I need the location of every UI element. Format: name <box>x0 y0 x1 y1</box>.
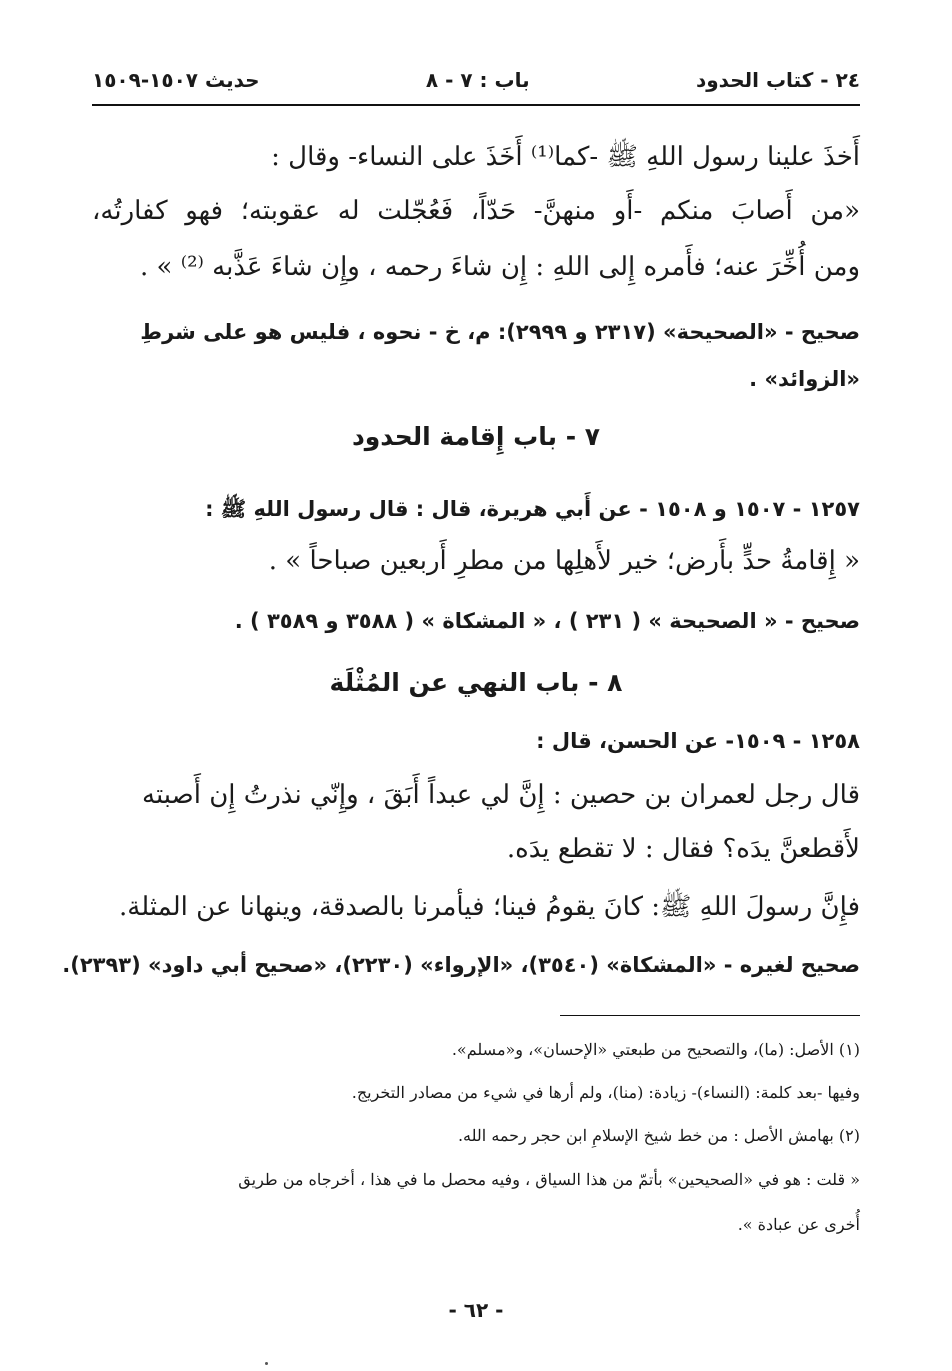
scan-speck <box>265 1362 268 1365</box>
grading-line-1-cont: «الزوائد» . <box>749 367 860 391</box>
footnote-divider <box>560 1015 860 1016</box>
grading-line-2: صحيح - « الصحيحة » ( ٢٣١ ) ، « المشكاة » ( ٣٥٨٨ و ٣٥٨٩ ) . <box>234 609 860 633</box>
hadith-1258-line-3: فإِنَّ رسولَ اللهِ ﷺ: كانَ يقومُ فينا؛ فيأمرنا بالصدقة، وينهانا عن المثلة. <box>119 892 860 922</box>
header-hadith-range: حديث ١٥٠٧-١٥٠٩ <box>92 68 260 92</box>
hadith-1258-isnad: ١٢٥٨ - ١٥٠٩- عن الحسن، قال : <box>536 729 860 753</box>
text-line-2: «من أَصابَ منكم -أَو منهنَّ- حَدّاً، فَعُجّلت له عقوبته؛ فهو كفارتُه، <box>92 196 860 226</box>
hadith-1258-line-1: قال رجل لعمران بن حصين : إِنَّ لي عبداً أَبَقَ ، وإِنّي نذرتُ إِن أَصبته <box>142 780 860 810</box>
chapter-heading-8: ٨ - باب النهي عن المُثْلَة <box>329 668 623 697</box>
footnote-1: (١) الأصل: (ما)، والتصحيح من طبعتي «الإحسان»، و«مسلم». <box>451 1040 860 1059</box>
text-line-3: ومن أُخِّرَ عنه؛ فأَمره إِلى اللهِ : إِن شاءَ رحمه ، وإِن شاءَ عَذَّبه ⁽²⁾ » . <box>140 252 860 282</box>
hadith-1257-matn: « إِقامةُ حدٍّ بأَرض؛ خير لأَهلِها من مطرِ أَربعين صباحاً » . <box>268 546 860 576</box>
running-header <box>92 62 860 98</box>
chapter-heading-7: ٧ - باب إِقامة الحدود <box>351 422 601 451</box>
hadith-1258-line-2: لأَقطعنَّ يدَه؟ فقال : لا تقطع يدَه. <box>506 834 860 864</box>
page-number: - ٦٢ - <box>448 1298 504 1322</box>
header-chapter: باب : ٧ - ٨ <box>425 68 530 92</box>
hadith-1257-isnad: ١٢٥٧ - ١٥٠٧ و ١٥٠٨ - عن أَبي هريرة، قال : قال رسول اللهِ ﷺ : <box>205 497 860 521</box>
grading-line-3: صحيح لغيره - «المشكاة» (٣٥٤٠)، «الإرواء» (٢٢٣٠)، «صحيح أبي داود» (٢٣٩٣). <box>62 953 860 977</box>
footnote-2: (٢) بهامش الأصل : من خط شيخ الإسلامِ ابن حجر رحمه الله. <box>457 1126 860 1145</box>
text-line-1: أَخذَ علينا رسول اللهِ ﷺ -كما⁽¹⁾ أَخَذَ على النساء- وقال : <box>271 142 860 172</box>
footnote-1-cont: وفيها -بعد كلمة: (النساء)- زيادة: (منا)، ولم أرها في شيء من مصادر التخريج. <box>351 1083 860 1102</box>
footnote-2-cont: « قلت : هو في «الصحيحين» بأتمّ من هذا السياق ، وفيه محصل ما في هذا ، أخرجاه من طريق <box>238 1170 860 1189</box>
grading-line-1: صحيح - «الصحيحة» (٢٣١٧ و ٢٩٩٩): م، خ - نحوه ، فليس هو على شرطِ <box>140 320 860 344</box>
header-book-title: ٢٤ - كتاب الحدود <box>695 68 860 92</box>
footnote-2-end: أُخرى عن عبادة ». <box>737 1215 860 1234</box>
header-divider <box>92 104 860 106</box>
